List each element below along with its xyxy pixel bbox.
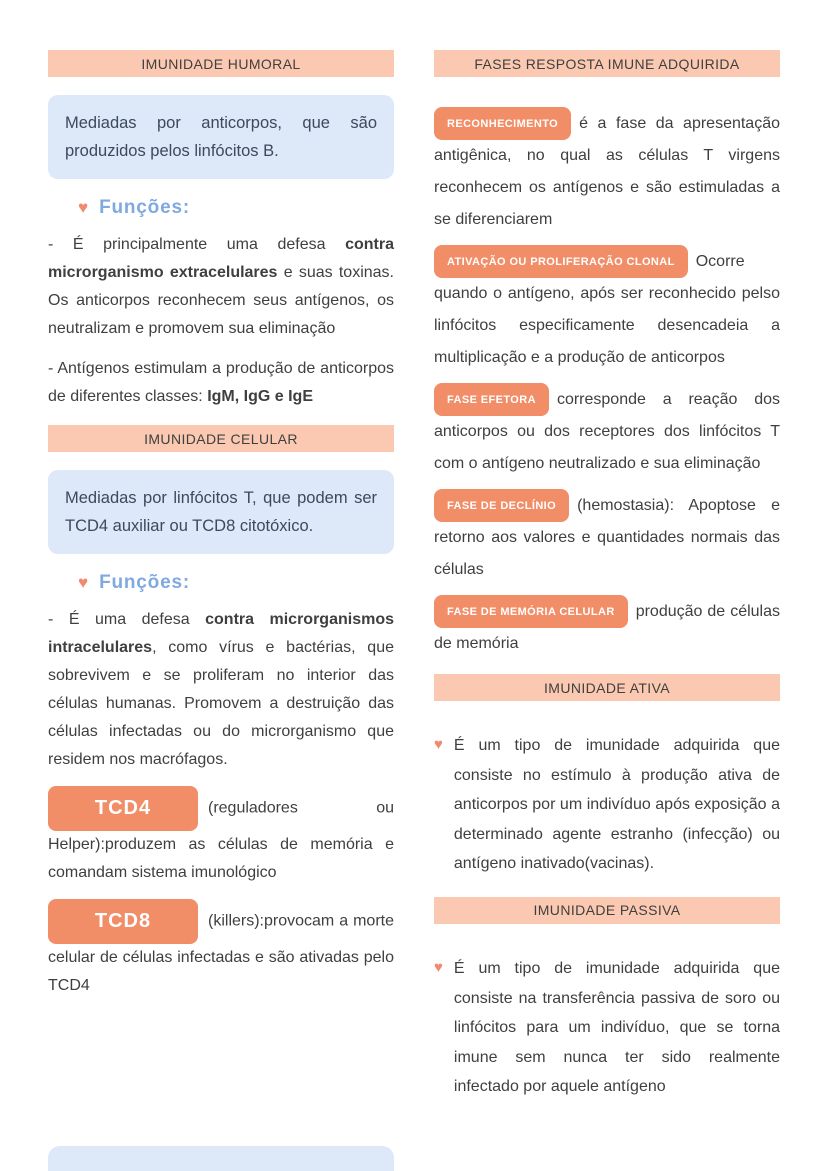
section-header-label: IMUNIDADE CELULAR — [144, 430, 298, 447]
celular-intro-text: Mediadas por linfócitos T, que podem ser TCD4 auxiliar ou TCD8 citotóxico. — [65, 489, 377, 536]
fase-text: (hemostasia): Apoptose e retorno aos valores e quantidades normais das células — [434, 497, 780, 578]
heart-icon: ♥ — [434, 736, 443, 753]
section-header-label: IMUNIDADE PASSIVA — [533, 902, 681, 919]
fase-badge-ativacao: ATIVAÇÃO OU PROLIFERAÇÃO CLONAL — [434, 245, 688, 278]
fase-badge-efetora: FASE EFETORA — [434, 383, 549, 416]
humoral-paragraph-2 — [48, 355, 394, 411]
text-segment: e suas toxinas. Os anticorpos reconhecem seus antígenos, os neutralizam e promovem sua eliminação — [48, 264, 394, 338]
text-segment: - É uma defesa — [48, 611, 206, 629]
functions-label: Funções: — [99, 197, 190, 219]
text-segment-bold: contra microrganismos intracelulares — [48, 611, 394, 657]
left-column — [48, 50, 394, 1012]
fase-item — [434, 595, 780, 660]
celular-paragraph-1 — [48, 606, 394, 774]
section-header-imunidade-celular — [48, 425, 394, 452]
tcd4-paragraph — [48, 786, 394, 887]
fase-text: corresponde a reação dos anticorpos ou dos receptores dos linfócitos T com o antígeno neutralizado e sua eliminação — [434, 391, 780, 472]
section-header-label: FASES RESPOSTA IMUNE ADQUIRIDA — [474, 55, 740, 72]
fase-item — [434, 107, 780, 236]
right-column — [434, 50, 780, 1120]
tcd8-text: (killers):provocam a morte celular de células infectadas e são ativadas pelo TCD4 — [48, 912, 394, 995]
imunidade-passiva-bullet — [434, 954, 780, 1102]
section-header-imunidade-ativa — [434, 674, 780, 701]
celular-functions-heading — [78, 572, 394, 594]
fase-text: Ocorre quando o antígeno, após ser reconhecido pelso linfócitos especificamente desencadeia a multiplicação e a produção de anticorpos — [434, 253, 780, 366]
fase-badge-declinio: FASE DE DECLÍNIO — [434, 489, 569, 522]
imunidade-ativa-bullet — [434, 731, 780, 879]
tcd8-badge: TCD8 — [48, 899, 198, 944]
imunidade-passiva-text: É um tipo de imunidade adquirida que consiste na transferência passiva de soro ou linfócitos para um indivíduo, que se torna imune sem nunca ter sido realmente infectado por aquele antígeno — [453, 959, 780, 1096]
tcd4-text: (reguladores ou Helper):produzem as células de memória e comandam sistema imunológico — [48, 799, 394, 882]
fase-badge-memoria: FASE DE MEMÓRIA CELULAR — [434, 595, 628, 628]
text-segment: - Antígenos estimulam a produção de anticorpos de diferentes classes: — [48, 360, 394, 406]
heart-icon: ♥ — [434, 958, 443, 976]
section-header-imunidade-humoral — [48, 50, 394, 77]
fase-badge-reconhecimento: RECONHECIMENTO — [434, 107, 571, 140]
heart-icon: ♥ — [78, 573, 89, 593]
heart-icon: ♥ — [78, 198, 89, 218]
text-segment-bold: IgM, IgG e IgE — [207, 388, 313, 406]
section-header-imunidade-passiva — [434, 897, 780, 924]
tcd8-paragraph — [48, 899, 394, 1000]
section-header-label: IMUNIDADE ATIVA — [543, 679, 671, 696]
fase-item — [434, 489, 780, 586]
text-segment-bold: contra microrganismo extracelulares — [48, 236, 394, 282]
text-segment: , como vírus e bactérias, que sobrevivem e se proliferam no interior das células humanas. Promovem a destruição das células infectadas ou do microrganismo que residem nos macrófagos. — [48, 639, 394, 769]
humoral-intro-text: Mediadas por anticorpos, que são produzidos pelos linfócitos B. — [65, 114, 377, 161]
fase-item — [434, 383, 780, 480]
section-header-label: IMUNIDADE HUMORAL — [141, 55, 301, 72]
fase-item — [434, 245, 780, 374]
text-segment: - É principalmente uma defesa — [48, 236, 346, 254]
humoral-paragraph-1 — [48, 231, 394, 343]
section-header-fases — [434, 50, 780, 77]
humoral-functions-heading — [78, 197, 394, 219]
fase-text: é a fase da apresentação antigênica, no qual as células T virgens reconhecem os antígenos e são estimuladas a se diferenciarem — [434, 115, 780, 228]
partial-blue-box — [48, 1146, 394, 1171]
imunidade-ativa-text: É um tipo de imunidade adquirida que consiste no estímulo à produção ativa de anticorpos por um indivíduo após exposição a determinado agente estranho (infecção) ou antígeno inativado(vacinas). — [453, 737, 780, 873]
humoral-intro-box — [48, 95, 394, 179]
fase-text: produção de células de memória — [434, 603, 780, 652]
celular-intro-box — [48, 470, 394, 554]
tcd4-badge: TCD4 — [48, 786, 198, 831]
functions-label: Funções: — [99, 572, 190, 594]
